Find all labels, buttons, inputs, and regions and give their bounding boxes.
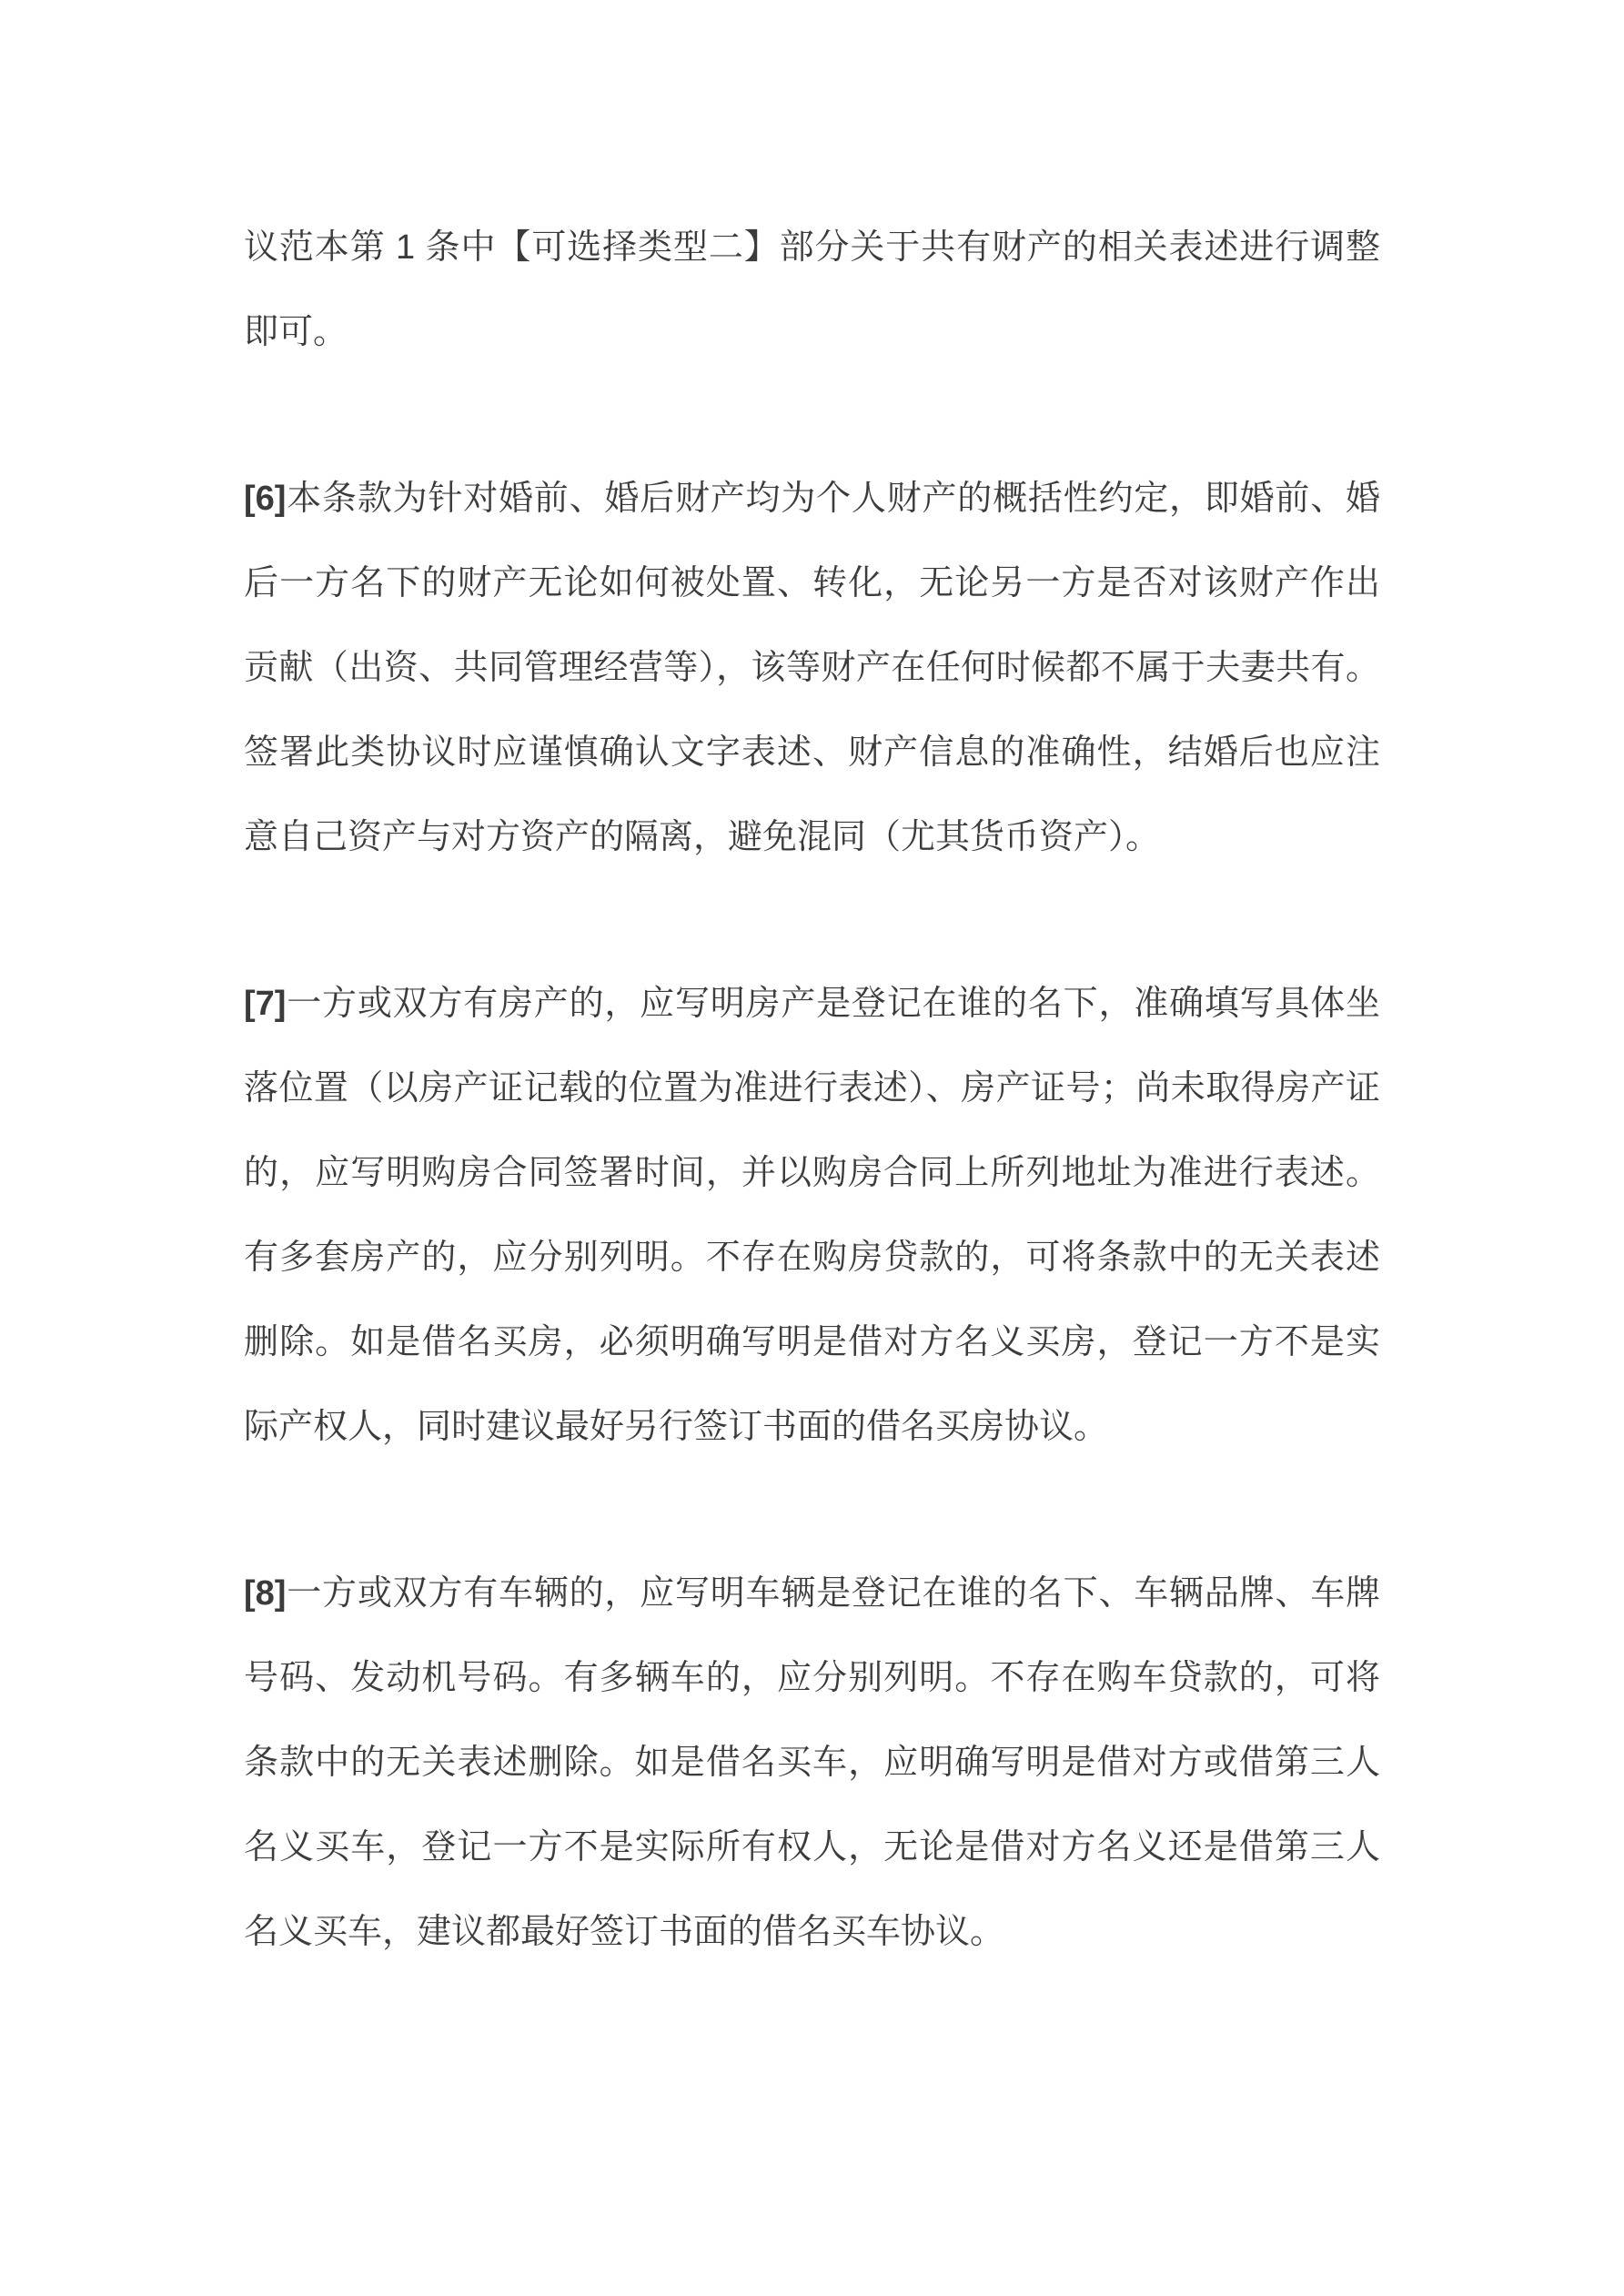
paragraph-text: 一方或双方有车辆的，应写明车辆是登记在谁的名下、车辆品牌、车牌号码、发动机号码。有多辆车的，应分别列明。不存在购车贷款的，可将条款中的无关表述删除。如是借名买车，应明确写明是借对方或借第三人名义买车，登记一方不是实际所有权人，无论是借对方名义还是借第三人名义买车，建议都最好签订书面的借名买车协议。 — [244, 1574, 1380, 1951]
paragraph-marker: [8] — [244, 1574, 287, 1613]
paragraph — [244, 457, 1380, 880]
paragraph-text: 议范本第 1 条中【可选择类型二】部分关于共有财产的相关表述进行调整即可。 — [244, 228, 1380, 351]
paragraph-text: 本条款为针对婚前、婚后财产均为个人财产的概括性约定，即婚前、婚后一方名下的财产无论如何被处置、转化，无论另一方是否对该财产作出贡献（出资、共同管理经营等），该等财产在任何时候都不属于夫妻共有。签署此类协议时应谨慎确认文字表述、财产信息的准确性，结婚后也应注意自己资产与对方资产的隔离，避免混同（尤其货币资产）。 — [244, 480, 1380, 856]
paragraph — [244, 962, 1380, 1470]
document-content — [244, 206, 1380, 1975]
paragraph — [244, 1552, 1380, 1975]
paragraph-text: 一方或双方有房产的，应写明房产是登记在谁的名下，准确填写具体坐落位置（以房产证记载的位置为准进行表述）、房产证号；尚未取得房产证的，应写明购房合同签署时间，并以购房合同上所列地址为准进行表述。有多套房产的，应分别列明。不存在购房贷款的，可将条款中的无关表述删除。如是借名买房，必须明确写明是借对方名义买房，登记一方不是实际产权人，同时建议最好另行签订书面的借名买房协议。 — [244, 985, 1380, 1446]
paragraph-marker: [7] — [244, 985, 287, 1023]
paragraph-marker: [6] — [244, 480, 287, 518]
paragraph — [244, 206, 1380, 375]
